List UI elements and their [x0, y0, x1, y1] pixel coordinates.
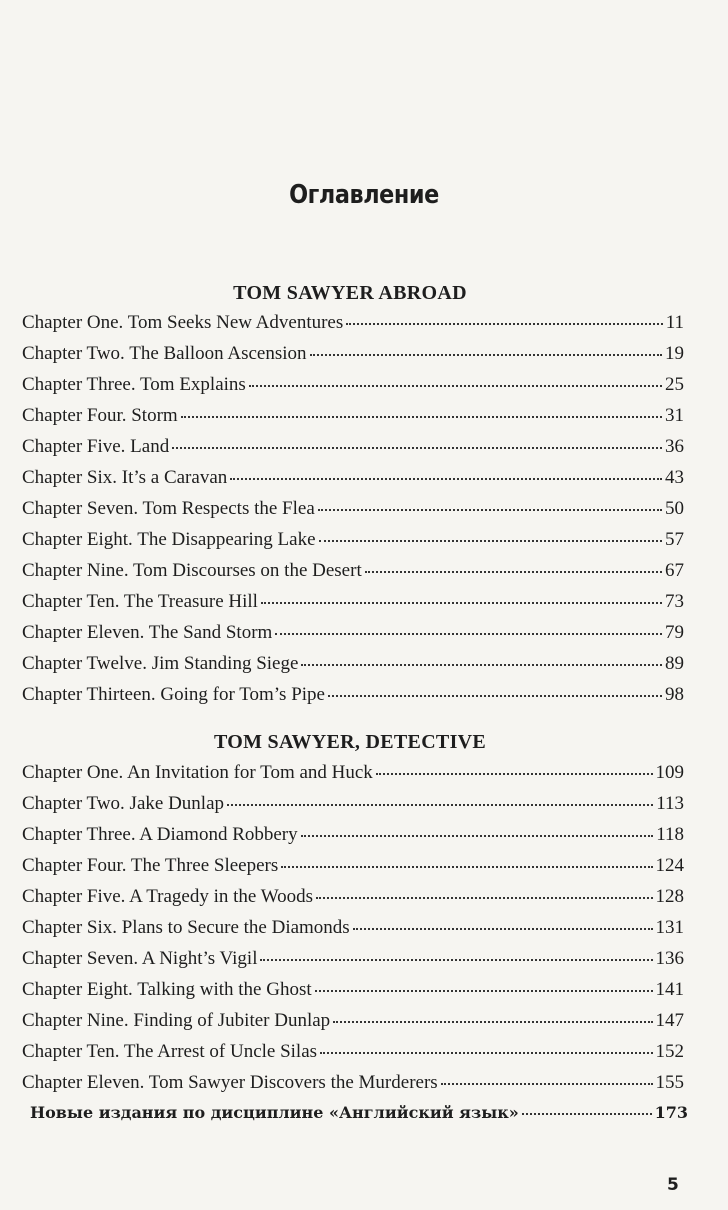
- toc-entry[interactable]: [22, 560, 684, 590]
- toc-entry-page: 67: [665, 560, 684, 581]
- toc-entry-title: Chapter Three. A Diamond Robbery: [22, 824, 298, 845]
- dot-leader: [172, 446, 662, 449]
- toc-entry-page: 131: [655, 917, 684, 938]
- toc-entry-new-editions[interactable]: [30, 1103, 688, 1133]
- toc-entry-title: Chapter Four. Storm: [22, 405, 178, 426]
- toc-entry[interactable]: [22, 855, 684, 885]
- dot-leader: [260, 958, 652, 961]
- toc-entry[interactable]: [22, 529, 684, 559]
- toc-entry-page: 25: [665, 374, 684, 395]
- dot-leader: [328, 694, 662, 697]
- dot-leader: [441, 1082, 653, 1085]
- toc-entry-title: Chapter Two. The Balloon Ascension: [22, 343, 307, 364]
- toc-entry[interactable]: [22, 948, 684, 978]
- toc-entry-title: Chapter Ten. The Treasure Hill: [22, 591, 258, 612]
- toc-entry[interactable]: [22, 374, 684, 404]
- dot-leader: [275, 632, 662, 635]
- toc-entry-title: Chapter One. An Invitation for Tom and Huck: [22, 762, 373, 783]
- dot-leader: [301, 663, 662, 666]
- toc-entry-page: 128: [655, 886, 684, 907]
- toc-entry-title: Chapter Eight. The Disappearing Lake: [22, 529, 316, 550]
- toc-entry[interactable]: [22, 824, 684, 854]
- toc-entry-page: 19: [665, 343, 684, 364]
- toc-entry-page: 118: [656, 824, 684, 845]
- dot-leader: [315, 989, 653, 992]
- toc-entry-title: Chapter Seven. Tom Respects the Flea: [22, 498, 315, 519]
- toc-entry-title: Chapter Nine. Finding of Jubiter Dunlap: [22, 1010, 331, 1031]
- toc-entry-title: Chapter Ten. The Arrest of Uncle Silas: [22, 1041, 318, 1062]
- toc-entry-page: 98: [665, 684, 684, 705]
- page-number: 5: [667, 1175, 679, 1195]
- toc-entry-title: Chapter Six. It’s a Caravan: [22, 467, 228, 488]
- toc-entry-page: 50: [665, 498, 684, 519]
- dot-leader: [318, 508, 662, 511]
- toc-entry[interactable]: [22, 1041, 684, 1071]
- toc-entry-title: Chapter Two. Jake Dunlap: [22, 793, 224, 814]
- dot-leader: [230, 477, 662, 480]
- toc-entry[interactable]: [22, 653, 684, 683]
- dot-leader: [261, 601, 662, 604]
- toc-entry-page: 36: [665, 436, 684, 457]
- toc-entry[interactable]: [22, 1072, 684, 1102]
- dot-leader: [365, 570, 662, 573]
- dot-leader: [346, 322, 662, 325]
- dot-leader: [376, 772, 653, 775]
- toc-entry[interactable]: [22, 1010, 684, 1040]
- toc-entry[interactable]: [22, 591, 684, 621]
- toc-entry[interactable]: [22, 886, 684, 916]
- toc-entry[interactable]: [22, 312, 684, 342]
- toc-entry-page: 89: [665, 653, 684, 674]
- toc-entry-title: Chapter Seven. A Night’s Vigil: [22, 948, 258, 969]
- toc-entry[interactable]: [22, 793, 684, 823]
- dot-leader: [333, 1020, 652, 1023]
- dot-leader: [310, 353, 662, 356]
- dot-leader: [281, 865, 652, 868]
- dot-leader: [353, 927, 653, 930]
- dot-leader: [319, 539, 662, 542]
- toc-entry-title: Chapter Nine. Tom Discourses on the Desert: [22, 560, 362, 581]
- section-heading-tom-sawyer-abroad: TOM SAWYER ABROAD: [233, 282, 467, 304]
- dot-leader: [181, 415, 662, 418]
- toc-entry-page: 79: [665, 622, 684, 643]
- dot-leader: [227, 803, 653, 806]
- page-title: Оглавление: [289, 180, 439, 210]
- toc-entry-page: 43: [665, 467, 684, 488]
- toc-entry[interactable]: [22, 979, 684, 1009]
- toc-entry[interactable]: [22, 762, 684, 792]
- toc-entry-page: 173: [654, 1103, 688, 1122]
- toc-entry[interactable]: [22, 622, 684, 652]
- toc-entry[interactable]: [22, 684, 684, 714]
- dot-leader: [320, 1051, 652, 1054]
- toc-entry-page: 109: [655, 762, 684, 783]
- toc-entry-page: 11: [665, 312, 684, 333]
- toc-entry-page: 155: [655, 1072, 684, 1093]
- toc-entry-page: 141: [655, 979, 684, 1000]
- dot-leader: [249, 384, 662, 387]
- toc-entry[interactable]: [22, 917, 684, 947]
- dot-leader: [316, 896, 652, 899]
- dot-leader: [301, 834, 654, 837]
- toc-entry-title: Chapter Thirteen. Going for Tom’s Pipe: [22, 684, 325, 705]
- toc-entry-page: 113: [656, 793, 684, 814]
- toc-entry-title: Chapter Five. Land: [22, 436, 170, 457]
- toc-entry-title: Chapter Three. Tom Explains: [22, 374, 246, 395]
- toc-entry-title: Chapter Four. The Three Sleepers: [22, 855, 279, 876]
- toc-entry[interactable]: [22, 436, 684, 466]
- toc-entry[interactable]: [22, 343, 684, 373]
- toc-entry[interactable]: [22, 498, 684, 528]
- dot-leader: [522, 1112, 652, 1115]
- toc-entry-title: Chapter Eleven. The Sand Storm: [22, 622, 273, 643]
- toc-entry-page: 31: [665, 405, 684, 426]
- toc-entry[interactable]: [22, 467, 684, 497]
- toc-entry-title: Chapter Five. A Tragedy in the Woods: [22, 886, 314, 907]
- toc-entry-title: Chapter Eight. Talking with the Ghost: [22, 979, 312, 1000]
- toc-entry-page: 136: [655, 948, 684, 969]
- toc-entry-page: 124: [655, 855, 684, 876]
- toc-entry-title: Chapter Eleven. Tom Sawyer Discovers the Murderers: [22, 1072, 438, 1093]
- toc-entry-page: 73: [665, 591, 684, 612]
- toc-entry-title: Новые издания по дисциплине «Английский язык»: [30, 1103, 519, 1122]
- toc-entry[interactable]: [22, 405, 684, 435]
- toc-entry-page: 147: [655, 1010, 684, 1031]
- toc-entry-title: Chapter One. Tom Seeks New Adventures: [22, 312, 344, 333]
- toc-entry-page: 57: [665, 529, 684, 550]
- section-heading-tom-sawyer-detective: TOM SAWYER, DETECTIVE: [213, 731, 487, 753]
- toc-entry-page: 152: [655, 1041, 684, 1062]
- toc-entry-title: Chapter Six. Plans to Secure the Diamonds: [22, 917, 350, 938]
- toc-entry-title: Chapter Twelve. Jim Standing Siege: [22, 653, 299, 674]
